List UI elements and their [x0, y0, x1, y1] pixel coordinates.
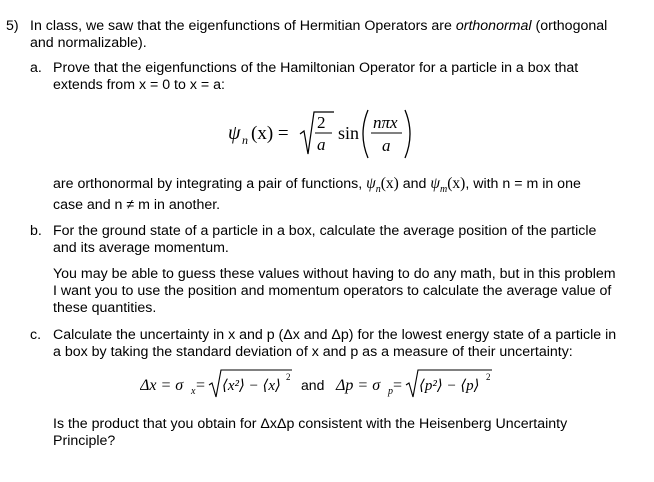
part-c-line1: Calculate the uncertainty in x and p (Δx and Δp) for the lowest energy state of a particle in	[53, 327, 617, 343]
part-c-question-line1: Is the product that you obtain for ΔxΔp consistent with the Heisenberg Uncertainty	[53, 416, 568, 432]
eq1-sup: 2	[286, 372, 291, 382]
eq2-sub: p	[388, 386, 393, 397]
paren-right	[405, 110, 410, 158]
fn2-sub: m	[440, 184, 448, 196]
fn2-psi: ψ	[430, 175, 441, 192]
intro-text-2: (orthogonal	[531, 18, 608, 34]
eq2-eq: =	[393, 377, 403, 394]
eq2-lhs: Δp = σ	[336, 377, 381, 394]
part-c-line2: a box by taking the standard deviation of x and p as a measure of their uncertainty:	[53, 344, 573, 360]
sqrt-den: a	[317, 135, 326, 154]
part-b-p2-line1: You may be able to guess these values without having to do any math, but in this problem	[53, 266, 616, 282]
fn1-arg: (x)	[380, 175, 399, 192]
part-a-line2: extends from x = 0 to x = a:	[53, 77, 225, 93]
wavefunction-equation-svg	[228, 104, 428, 164]
line3-and: and	[398, 176, 431, 192]
uncertainty-equations-svg	[140, 366, 510, 402]
sin-frac-den: a	[382, 136, 391, 155]
wavefunction-equation	[228, 104, 428, 164]
eq-psi-arg: (x) =	[251, 123, 289, 144]
eq1-radicand: ⟨x²⟩ − ⟨x⟩	[222, 378, 281, 394]
part-c-question-line2: Principle?	[53, 433, 116, 449]
eq-psi-sub: n	[242, 133, 248, 147]
part-b-p2-line2: I want you to use the position and momentum operators to calculate the average value of	[53, 283, 612, 299]
line3-fn2	[430, 175, 466, 196]
sqrt-num: 2	[317, 113, 326, 132]
eq-psi: ψ	[228, 122, 241, 144]
paren-left	[363, 110, 368, 158]
fn1-psi: ψ	[366, 175, 376, 192]
part-b-line2: and its average momentum.	[53, 240, 229, 256]
line3-fn1	[366, 175, 399, 196]
intro-text-1: In class, we saw that the eigenfunctions of Hermitian Operators are	[30, 18, 456, 34]
eq1-lhs: Δx = σ	[140, 377, 184, 394]
eq-sin: sin	[338, 123, 360, 143]
eq1-eq: =	[196, 377, 206, 394]
part-c-label: c.	[30, 327, 42, 343]
question-intro-line2: and normalizable).	[30, 35, 147, 51]
eq1-sub: x	[191, 386, 196, 397]
part-b-p2-line3: these quantities.	[53, 300, 157, 316]
part-b-label: b.	[30, 223, 42, 239]
line3-text-1: are orthonormal by integrating a pair of functions,	[53, 176, 367, 192]
sin-frac-num: nπx	[373, 113, 398, 132]
part-a-line4: case and n ≠ m in another.	[53, 197, 221, 213]
eq2-radicand: ⟨p²⟩ − ⟨p⟩	[419, 378, 480, 394]
eq2-sup: 2	[486, 372, 491, 382]
line3-text-2: , with n = m in one	[465, 176, 581, 192]
fn1-sub: n	[375, 184, 381, 196]
uncertainty-equations	[140, 366, 510, 402]
part-b-line1: For the ground state of a particle in a box, calculate the average position of the particle	[53, 223, 597, 239]
question-number: 5)	[6, 18, 19, 34]
intro-emphasis: orthonormal	[455, 18, 532, 34]
part-a-line3	[53, 176, 581, 198]
question-intro-line1	[30, 18, 607, 34]
part-a-line1: Prove that the eigenfunctions of the Hamiltonian Operator for a particle in a box that	[53, 60, 579, 76]
eq-and: and	[301, 377, 325, 393]
fn2-arg: (x)	[447, 175, 466, 192]
part-a-label: a.	[30, 60, 42, 76]
